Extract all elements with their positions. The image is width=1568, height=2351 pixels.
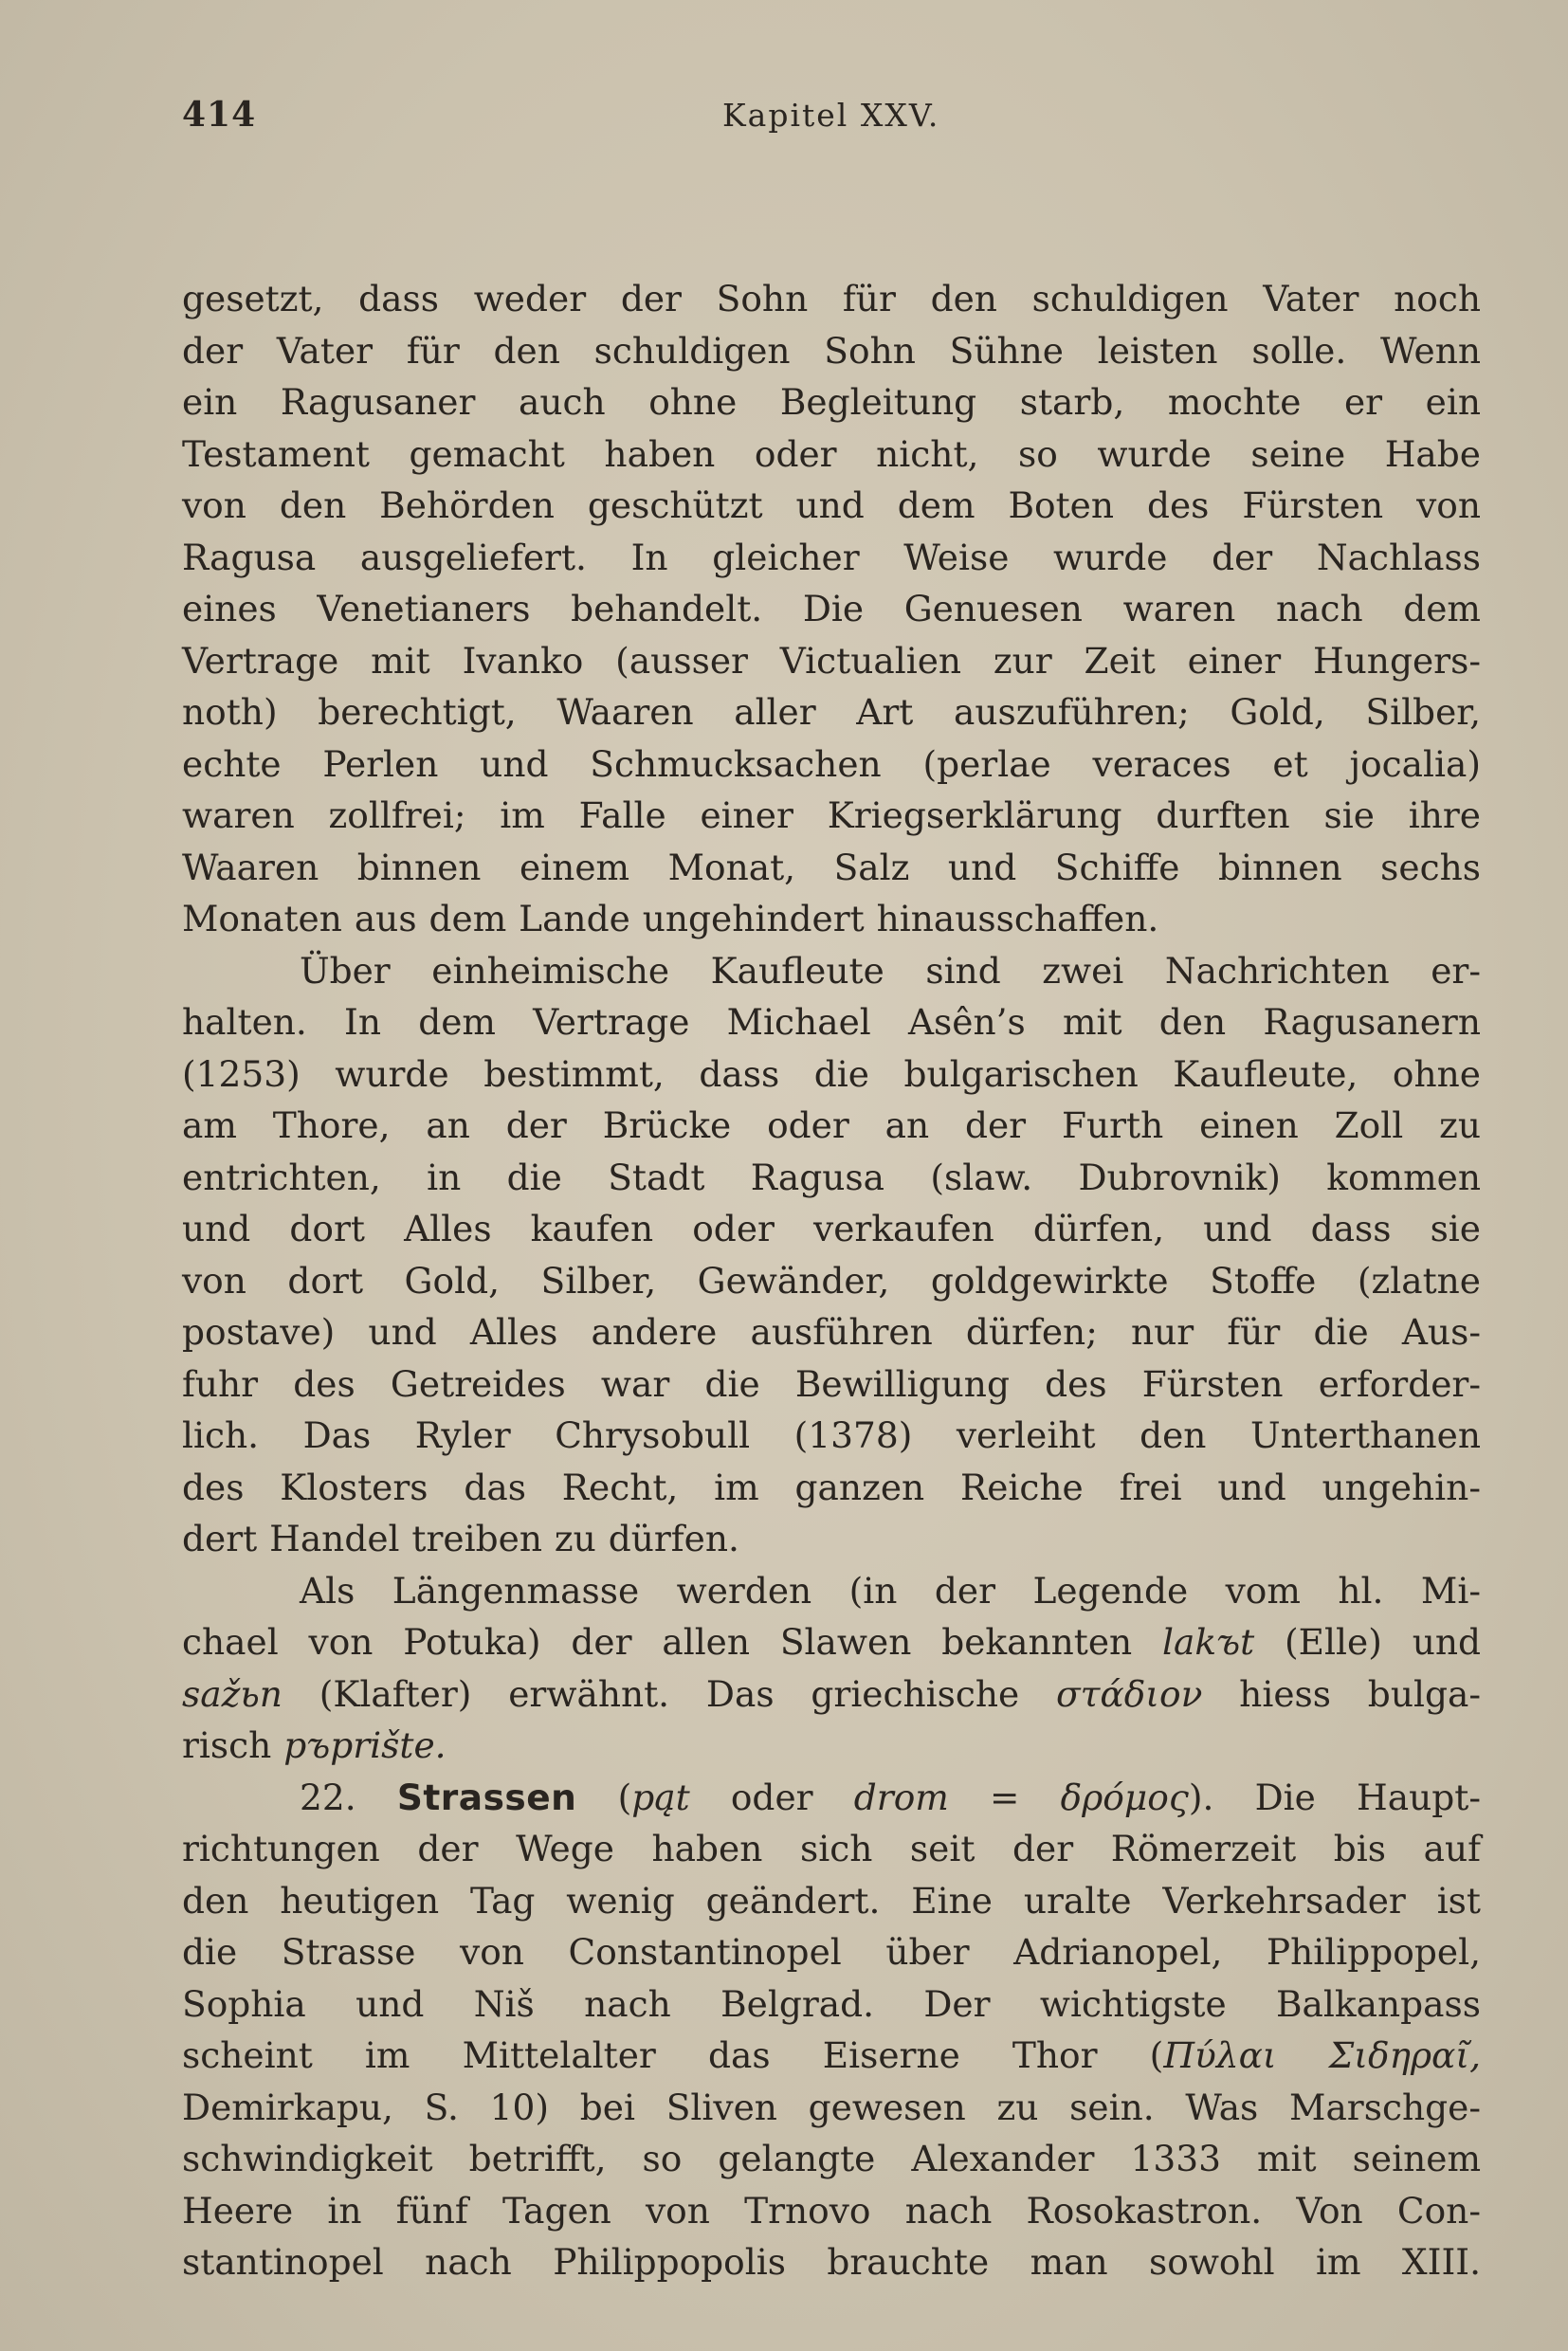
book-page (182, 83, 1481, 2288)
text-line: Vertrage mit Ivanko (ausser Victualien zur Zeit einer Hungers- (182, 639, 1481, 682)
text-line: richtungen der Wege haben sich seit der Römerzeit bis auf (182, 1828, 1481, 1869)
text-line-mixed: risch pъprište. (182, 1724, 447, 1766)
term-pat: pąt (631, 1776, 690, 1818)
text-line: dert Handel treiben zu dürfen. (182, 1518, 739, 1559)
text-line: schwindigkeit betrifft, so gelangte Alexander 1333 mit seinem (182, 2138, 1481, 2179)
term-sazn: sažьn (182, 1672, 283, 1715)
text-line: den heutigen Tag wenig geändert. Eine uralte Verkehrsader ist (182, 1879, 1481, 1922)
text-line-mixed: scheint im Mittelalter das Eiserne Thor (Πύλαι Σιδηραῖ, (182, 2034, 1481, 2076)
text-line-mixed: chael von Potuka) der allen Slawen bekannten lakъt (Elle) und (182, 1621, 1482, 1663)
text-line: echte Perlen und Schmucksachen (perlae veraces et jocalia) (182, 742, 1481, 785)
text-line: noth) berechtigt, Waaren aller Art auszuführen; Gold, Silber, (182, 691, 1481, 733)
heading-tail: ). Die Haupt- (1188, 1776, 1481, 1818)
text-line: fuhr des Getreides war die Bewilligung des Fürsten erforder- (182, 1362, 1481, 1405)
body-text (182, 273, 1481, 2288)
text-line: Sophia und Niš nach Belgrad. Der wichtigste Balkanpass (182, 1982, 1481, 2025)
text-line: die Strasse von Constantinopel über Adrianopel, Philippopel, (182, 1931, 1481, 1973)
term-pprishte: pъprište. (283, 1724, 447, 1766)
text-line: von dort Gold, Silber, Gewänder, goldgewirkte Stoffe (zlatne (182, 1259, 1481, 1302)
text-line: entrichten, in die Stadt Ragusa (slaw. Dubrovnik) kommen (182, 1156, 1481, 1198)
text-line: Waaren binnen einem Monat, Salz und Schiffe binnen sechs (182, 846, 1481, 888)
text-line: des Klosters das Recht, im ganzen Reiche frei und ungehin- (182, 1466, 1481, 1508)
term-drom: drom (853, 1776, 949, 1818)
paragraph-first-line: Über einheimische Kaufleute sind zwei Nachrichten er- (300, 949, 1481, 992)
text-line: und dort Alles kaufen oder verkaufen dürfen, und dass sie (182, 1208, 1481, 1249)
text-line: Ragusa ausgeliefert. In gleicher Weise wurde der Nachlass (182, 536, 1481, 578)
term-stadion: στάδιον (1056, 1672, 1203, 1715)
text-line: Monaten aus dem Lande ungehindert hinausschaffen. (182, 898, 1159, 939)
paragraph-first-line: Als Längenmasse werden (in der Legende vom hl. Mi- (300, 1569, 1481, 1612)
page-number: 414 (182, 95, 257, 135)
page-header (182, 83, 1481, 140)
text-line: Heere in fünf Tagen von Trnovo nach Rosokastron. Von Con- (182, 2189, 1481, 2232)
text-line: waren zollfrei; im Falle einer Kriegserklärung durften sie ihre (182, 794, 1481, 836)
text-line: von den Behörden geschützt und dem Boten des Fürsten von (182, 484, 1481, 526)
text-line: Testament gemacht haben oder nicht, so wurde seine Habe (182, 432, 1481, 475)
text-line: Demirkapu, S. 10) bei Sliven gewesen zu sein. Was Marschge- (182, 2086, 1481, 2128)
text-line: gesetzt, dass weder der Sohn für den schuldigen Vater noch (182, 278, 1481, 319)
section-heading-line: 22. Strassen (pąt oder drom = δρόμος). Die Haupt- (300, 1776, 1481, 1818)
text-line: eines Venetianers behandelt. Die Genuesen waren nach dem (182, 588, 1481, 629)
text-line: lich. Das Ryler Chrysobull (1378) verleiht den Unterthanen (182, 1414, 1481, 1456)
text-line: am Thore, an der Brücke oder an der Furth einen Zoll zu (182, 1104, 1481, 1146)
text-line: postave) und Alles andere ausführen dürfen; nur für die Aus- (182, 1311, 1481, 1353)
text-line: stantinopel nach Philippopolis brauchte man sowohl im XIII. (182, 2241, 1481, 2283)
text-line: (1253) wurde bestimmt, dass die bulgarischen Kaufleute, ohne (182, 1052, 1481, 1095)
text-line: halten. In dem Vertrage Michael Asên’s mit den Ragusanern (182, 1001, 1481, 1043)
text-line: ein Ragusaner auch ohne Begleitung starb, mochte er ein (182, 381, 1481, 423)
text-line-mixed: sažьn (Klafter) erwähnt. Das griechische στάδιον hiess bulga- (182, 1672, 1481, 1715)
term-dromos: δρόμος (1060, 1776, 1189, 1818)
section-title: Strassen (396, 1776, 577, 1818)
running-head: Kapitel XXV. (722, 97, 940, 134)
term-pylai: Πύλαι Σιδηραῖ, (1163, 2034, 1481, 2076)
section-number: 22. (300, 1776, 356, 1818)
text-line: der Vater für den schuldigen Sohn Sühne leisten solle. Wenn (182, 329, 1481, 372)
term-lakt: lakъt (1162, 1621, 1255, 1663)
